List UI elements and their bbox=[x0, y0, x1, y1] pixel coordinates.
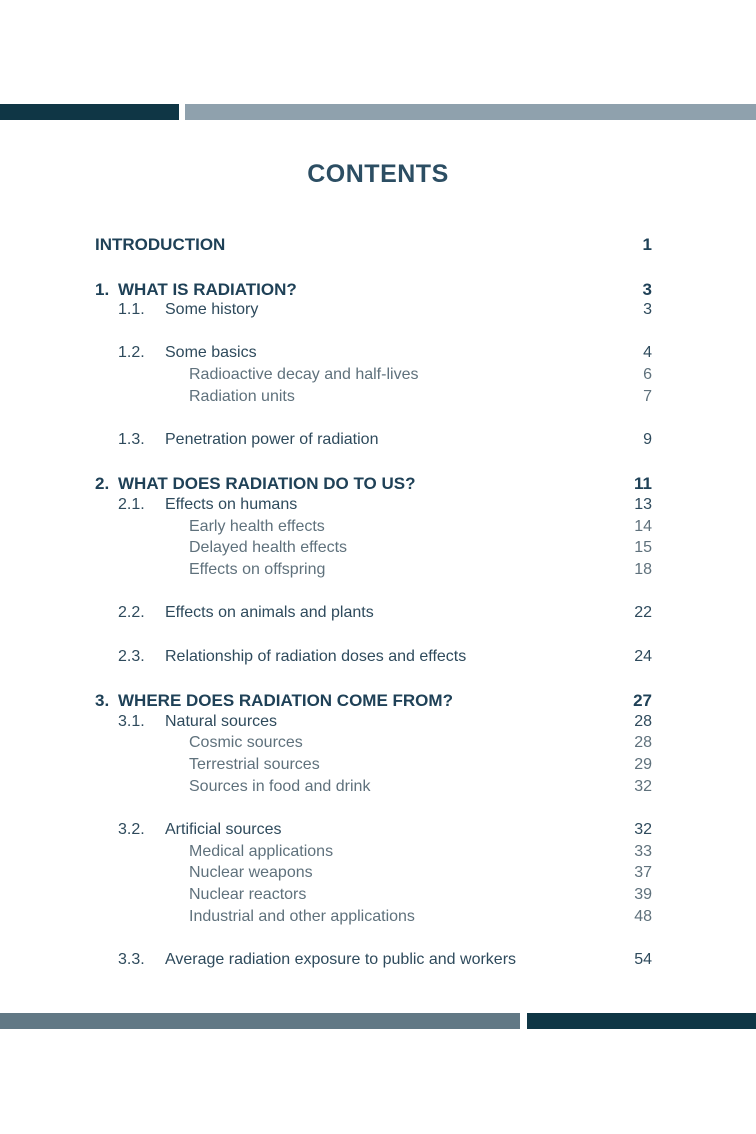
toc-entry-page: 32 bbox=[634, 821, 652, 838]
toc-entry-page: 1 bbox=[642, 235, 652, 254]
toc-section-2-3[interactable] bbox=[95, 648, 652, 670]
toc-subsection[interactable] bbox=[95, 756, 652, 778]
toc-entry-number: 2.1. bbox=[118, 496, 145, 513]
toc-entry-label: INTRODUCTION bbox=[95, 235, 226, 254]
toc-entry-label: WHAT IS RADIATION? bbox=[118, 280, 297, 299]
toc-subsection[interactable] bbox=[95, 864, 652, 886]
toc-entry-label: WHERE DOES RADIATION COME FROM? bbox=[118, 691, 453, 710]
toc-entry-label: Nuclear reactors bbox=[189, 886, 307, 903]
toc-section-2-2[interactable] bbox=[95, 604, 652, 626]
toc-chapter-2[interactable] bbox=[95, 474, 652, 496]
toc-entry-label: Terrestrial sources bbox=[189, 756, 320, 773]
toc-entry-page: 28 bbox=[634, 713, 652, 730]
toc-entry-label: Sources in food and drink bbox=[189, 778, 371, 795]
toc-entry-page: 3 bbox=[642, 280, 652, 299]
toc-entry-page: 27 bbox=[633, 691, 652, 710]
toc-entry-label: Cosmic sources bbox=[189, 734, 303, 751]
toc-entry-page: 11 bbox=[634, 474, 652, 493]
toc-section-3-3[interactable] bbox=[95, 951, 652, 973]
toc-entry-label: Radiation units bbox=[189, 388, 295, 405]
toc-subsection[interactable] bbox=[95, 539, 652, 561]
toc-entry-label: Some history bbox=[165, 301, 259, 318]
toc-entry-label: Effects on humans bbox=[165, 496, 298, 513]
toc-subsection[interactable] bbox=[95, 561, 652, 583]
toc-entry-label: Effects on offspring bbox=[189, 561, 326, 578]
toc-entry-number: 1.2. bbox=[118, 344, 145, 361]
toc-entry-label: Artificial sources bbox=[165, 821, 282, 838]
toc-chapter-1[interactable] bbox=[95, 280, 652, 302]
toc-section-1-3[interactable] bbox=[95, 431, 652, 453]
toc-entry-number: 3.3. bbox=[118, 951, 145, 968]
toc-entry-page: 3 bbox=[643, 301, 652, 318]
toc-subsection[interactable] bbox=[95, 366, 652, 388]
toc-entry-number: 3.2. bbox=[118, 821, 145, 838]
toc-entry-page: 13 bbox=[634, 496, 652, 513]
toc-entry-page: 39 bbox=[634, 886, 652, 903]
toc-entry-label: Early health effects bbox=[189, 518, 325, 535]
toc-entry-label: Industrial and other applications bbox=[189, 908, 415, 925]
toc-entry-introduction[interactable] bbox=[95, 235, 652, 257]
toc-entry-label: Effects on animals and plants bbox=[165, 604, 374, 621]
toc-entry-page: 28 bbox=[634, 734, 652, 751]
toc-entry-number: 1.3. bbox=[118, 431, 145, 448]
toc-subsection[interactable] bbox=[95, 734, 652, 756]
toc-entry-page: 9 bbox=[643, 431, 652, 448]
bottom-bar-dark bbox=[527, 1013, 756, 1029]
toc-section-1-2[interactable] bbox=[95, 344, 652, 366]
toc-entry-label: Relationship of radiation doses and effects bbox=[165, 648, 467, 665]
toc-section-3-2[interactable] bbox=[95, 821, 652, 843]
toc-entry-page: 6 bbox=[643, 366, 652, 383]
toc-subsection[interactable] bbox=[95, 778, 652, 800]
toc-entry-number: 1. bbox=[95, 280, 110, 299]
toc-entry-label: WHAT DOES RADIATION DO TO US? bbox=[118, 474, 416, 493]
toc-section-1-1[interactable] bbox=[95, 301, 652, 323]
toc-subsection[interactable] bbox=[95, 843, 652, 865]
toc-entry-number: 2.2. bbox=[118, 604, 145, 621]
toc-entry-page: 4 bbox=[643, 344, 652, 361]
toc-entry-label: Nuclear weapons bbox=[189, 864, 313, 881]
top-bar-dark bbox=[0, 104, 179, 120]
toc-entry-page: 14 bbox=[634, 518, 652, 535]
toc-entry-label: Medical applications bbox=[189, 843, 334, 860]
toc-subsection[interactable] bbox=[95, 908, 652, 930]
toc-entry-page: 48 bbox=[634, 908, 652, 925]
toc-subsection[interactable] bbox=[95, 388, 652, 410]
toc-entry-label: Penetration power of radiation bbox=[165, 431, 379, 448]
toc-entry-number: 2.3. bbox=[118, 648, 145, 665]
toc-entry-page: 18 bbox=[634, 561, 652, 578]
toc-entry-label: Delayed health effects bbox=[189, 539, 348, 556]
toc-entry-label: Radioactive decay and half-lives bbox=[189, 366, 419, 383]
toc-entry-page: 54 bbox=[634, 951, 652, 968]
toc-entry-number: 1.1. bbox=[118, 301, 145, 318]
toc-entry-label: Some basics bbox=[165, 344, 257, 361]
toc-entry-page: 33 bbox=[634, 843, 652, 860]
toc-entry-page: 37 bbox=[634, 864, 652, 881]
toc-entry-page: 24 bbox=[634, 648, 652, 665]
toc-section-3-1[interactable] bbox=[95, 713, 652, 735]
toc-entry-page: 29 bbox=[634, 756, 652, 773]
toc-subsection[interactable] bbox=[95, 886, 652, 908]
toc-entry-label: Natural sources bbox=[165, 713, 278, 730]
toc-subsection[interactable] bbox=[95, 518, 652, 540]
toc-entry-page: 22 bbox=[634, 604, 652, 621]
toc-entry-number: 3.1. bbox=[118, 713, 145, 730]
toc-entry-number: 3. bbox=[95, 691, 110, 710]
toc-entry-page: 7 bbox=[643, 388, 652, 405]
bottom-bar-light bbox=[0, 1013, 520, 1029]
top-bar-light bbox=[185, 104, 756, 120]
toc-entry-page: 32 bbox=[634, 778, 652, 795]
toc-entry-page: 15 bbox=[634, 539, 652, 556]
toc-entry-label: Average radiation exposure to public and workers bbox=[165, 951, 517, 968]
page-title: CONTENTS bbox=[307, 160, 449, 188]
toc-section-2-1[interactable] bbox=[95, 496, 652, 518]
toc-entry-number: 2. bbox=[95, 474, 110, 493]
toc-chapter-3[interactable] bbox=[95, 691, 652, 713]
